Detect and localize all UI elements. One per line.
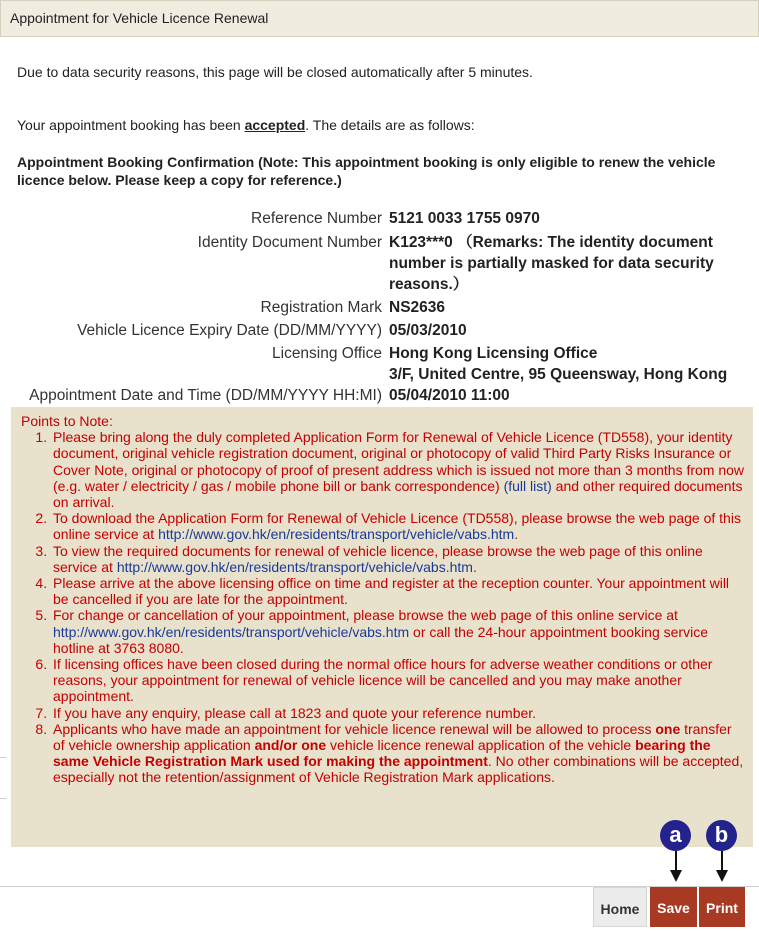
point-item-2 [51, 510, 745, 542]
required-documents-link[interactable]: http://www.gov.hk/en/residents/transport/vehicle/vabs.htm [116, 558, 473, 575]
point-8-part-g: . No other combinations will be accepted, especially not the retention/assignment of Vehicle Registration Mark applications. [53, 753, 744, 786]
point-3-text: To view the required documents for renewal of vehicle licence, please browse the web page of this online service at [53, 542, 703, 575]
point-item-1 [51, 429, 745, 510]
points-to-note-panel [11, 407, 753, 847]
point-item-3 [51, 543, 745, 575]
identity-document-label: Identity Document Number [197, 234, 382, 251]
point-5-text: For change or cancellation of your appointment, please browse the web page of this online service at [53, 607, 678, 624]
save-button[interactable]: Save [650, 887, 697, 927]
point-6-text: If licensing offices have been closed during the normal office hours for adverse weather conditions or other reasons, your appointment for renewal of vehicle licence will be cancelled and you may make another appointment. [53, 656, 713, 705]
print-button[interactable]: Print [699, 887, 745, 927]
licensing-office-value [389, 343, 749, 385]
point-item-5 [51, 607, 745, 656]
marker-b-arrowhead-icon [716, 870, 728, 882]
point-item-7 [51, 705, 745, 721]
acceptance-prefix: Your appointment booking has been [17, 117, 245, 133]
side-divider [0, 757, 6, 758]
change-appointment-link[interactable]: http://www.gov.hk/en/residents/transport/vehicle/vabs.htm [53, 623, 410, 640]
accepted-word: accepted [244, 117, 306, 133]
points-list [21, 429, 745, 785]
licensing-office-name: Hong Kong Licensing Office [389, 345, 598, 362]
acceptance-message [17, 117, 475, 133]
point-1-text: Please bring along the duly completed Application Form for Renewal of Vehicle Licence (TD558), your identity document, original vehicle registration document, original or photocopy of valid Third Party Risks Insurance or Cover Note, original or photocopy of proof of present address which is issued not more than 3 months from now (e.g. water / electricity / gas / mobile phone bill or bank correspondence) [53, 429, 745, 494]
marker-a-arrowhead-icon [670, 870, 682, 882]
licensing-office-address: 3/F, United Centre, 95 Queensway, Hong Kong [389, 366, 728, 383]
appointment-time-value: 05/04/2010 11:00 [389, 387, 510, 404]
point-8-part-e: vehicle licence renewal application of the vehicle [326, 737, 636, 754]
reference-number-value: 5121 0033 1755 0970 [389, 210, 540, 227]
point-8-and-or-one: and/or one [254, 737, 327, 754]
point-item-8 [51, 721, 745, 786]
identity-document-value: K123***0 （Remarks: The identity document number is partially masked for data security reasons.） [389, 234, 714, 293]
confirmation-title: Appointment Booking Confirmation (Note: This appointment booking is only eligible to renew the vehicle licence below. Please keep a copy for reference.) [17, 154, 716, 188]
point-7-text: If you have any enquiry, please call at 1823 and quote your reference number. [53, 704, 537, 721]
appointment-time-label: Appointment Date and Time (DD/MM/YYYY HH:MI) [29, 387, 382, 404]
point-5-tail: or call the 24-hour appointment booking service hotline at 3763 8080. [53, 623, 708, 656]
point-8-one: one [655, 720, 681, 737]
reference-number-label: Reference Number [251, 210, 382, 227]
point-8-same-mark: bearing the same Vehicle Registration Mark used for making the appointment [53, 737, 711, 770]
window-title: Appointment for Vehicle Licence Renewal [10, 10, 269, 26]
point-1-tail: and other required documents on arrival. [53, 477, 743, 511]
points-heading: Points to Note: [21, 413, 113, 429]
window-title-bar [0, 0, 759, 37]
security-notice: Due to data security reasons, this page will be closed automatically after 5 minutes. [17, 64, 533, 80]
home-button[interactable]: Home [593, 887, 647, 927]
side-divider [0, 798, 6, 799]
acceptance-suffix: . The details are as follows: [305, 117, 475, 133]
marker-b-badge: b [706, 820, 737, 851]
expiry-date-value: 05/03/2010 [389, 322, 467, 339]
registration-mark-label: Registration Mark [260, 299, 382, 316]
expiry-date-label: Vehicle Licence Expiry Date (DD/MM/YYYY) [77, 322, 382, 339]
point-4-text: Please arrive at the above licensing office on time and register at the reception counter. Your appointment will be cancelled if you are late for the appointment. [53, 575, 730, 608]
point-item-6 [51, 656, 745, 705]
marker-a-badge: a [660, 820, 691, 851]
point-item-4 [51, 575, 745, 607]
registration-mark-value: NS2636 [389, 299, 446, 316]
licensing-office-label: Licensing Office [272, 345, 382, 362]
point-2-tail: . [514, 526, 519, 543]
point-2-text: To download the Application Form for Renewal of Vehicle Licence (TD558), please browse the web page of this online service at [53, 510, 741, 543]
td558-download-link[interactable]: http://www.gov.hk/en/residents/transport/vehicle/vabs.htm [158, 526, 515, 543]
point-8-part-c: transfer of vehicle ownership application [53, 720, 732, 754]
full-list-link[interactable]: (full list) [503, 477, 552, 494]
point-8-part-a: Applicants who have made an appointment for vehicle licence renewal will be allowed to process [53, 720, 656, 737]
point-3-tail: . [472, 558, 477, 575]
